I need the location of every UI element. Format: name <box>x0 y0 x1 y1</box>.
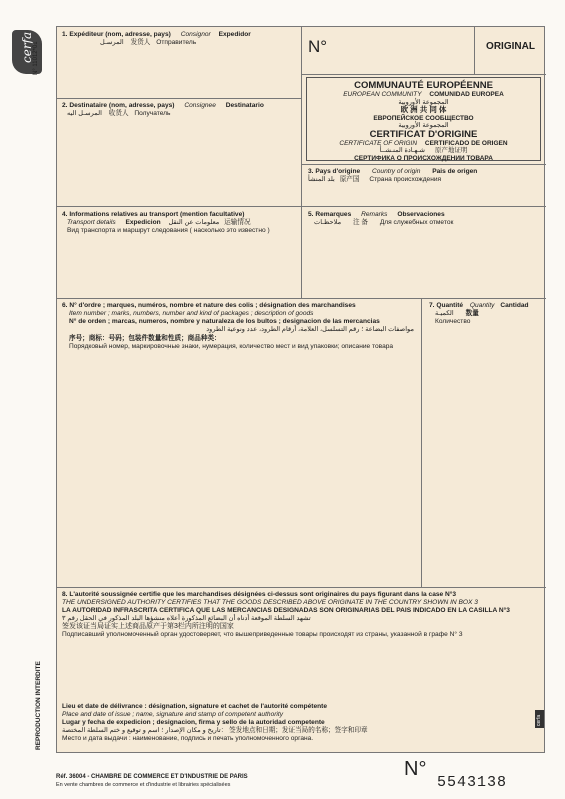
box-6-es: N° de orden ; marcas, numeros, nombre y naturaleza de los bultos ; designacion de las mercancias <box>69 318 380 325</box>
box-4-ru: Вид транспорта и маршрут следования ( насколько это известно ) <box>67 227 270 234</box>
box-8-ru: Подписавший уполномоченный орган удостоверяет, что вышеприведенные товары происходят из страны, указанной в графе N° 3 <box>62 631 463 638</box>
title-line1: COMMUNAUTÉ EUROPÉENNE <box>354 80 493 91</box>
cert-title-es: CERTIFICADO DE ORIGEN <box>424 139 508 147</box>
box-2-ru: Получатель <box>134 110 171 117</box>
box-6-goods-description[interactable] <box>57 299 422 588</box>
form-code: N° 11012*01 <box>33 41 39 75</box>
box-4-transport[interactable] <box>57 207 302 299</box>
box-3-zh: 原产国 <box>339 176 360 183</box>
box-3-en: Country of origin <box>371 168 421 175</box>
box-2-ar: المرسـل اليه <box>67 110 102 117</box>
box-2-consignee[interactable] <box>57 99 302 207</box>
box-7-zh: 数量 <box>465 310 479 317</box>
original-label: ORIGINAL <box>486 41 535 52</box>
cert-title-ar: شـهـادة المنـشــأ <box>379 147 426 154</box>
serial-number: 5543138 <box>437 774 508 791</box>
box-5-ru: Для служебных отметок <box>379 219 454 226</box>
certificate-form <box>56 26 545 753</box>
box-1-en: Consignor <box>180 31 211 38</box>
box-5-ar: ملاحظـات <box>314 219 342 226</box>
box-8-place-es: Lugar y fecha de expedicion ; designacion, firma y sello de la autoridad competente <box>62 719 325 726</box>
box-5-remarks[interactable] <box>302 207 546 299</box>
box-6-title: 6. N° d'ordre ; marques, numéros, nombre et nature des colis ; désignation des marchandises <box>62 302 356 309</box>
box-7-title: 7. Quantité <box>429 302 464 309</box>
box-8-certification[interactable] <box>57 588 546 754</box>
reproduction-notice: REPRODUCTION INTERDITE <box>35 661 42 750</box>
box-8-zh: 签发该证当局证实上述商品原产于第3栏内所注明的国家 <box>62 623 234 630</box>
box-7-es: Cantidad <box>500 302 529 309</box>
cert-title-fr: CERTIFICAT D'ORIGINE <box>369 128 478 140</box>
box-7-en: Quantity <box>469 302 495 309</box>
box-5-en: Remarks <box>361 211 388 218</box>
box-5-es: Observaciones <box>397 211 445 218</box>
title-line5-ru: ЕВРОПЕЙСКОЕ СООБЩЕСТВО <box>373 114 474 122</box>
box-5-title: 5. Remarques <box>308 211 352 218</box>
box-4-title: 4. Informations relatives au transport (mention facultative) <box>62 211 245 218</box>
cert-title-zh: 原产地证明 <box>434 147 468 154</box>
box-8-place-ar-zh: تاريخ و مكان الإصدار ؛ اسم و توقيع و ختم السلطة المختصة： 签发地点和日期；发证当局的名称；签字和印章 <box>62 727 368 734</box>
box-7-ar: الكميـة <box>435 310 454 317</box>
box-6-ru: Порядковый номер, маркировочные знаки, нумерация, количество мест и вид упаковки; описание товара <box>69 343 394 350</box>
box-3-ar: بلد المنشأ <box>308 176 335 183</box>
box-8-en: THE UNDERSIGNED AUTHORITY CERTIFIES THAT THE GOODS DESCRIBED ABOVE ORIGINATE IN THE COUNTRY SHOWN IN BOX 3 <box>62 599 478 606</box>
box-8-ar: تشهد السلطة الموقعة أدناه أن البضائع المذكورة أعلاه منشؤها البلد المذكور في الحقل رقم ٣ <box>62 615 311 622</box>
title-line4-zh: 欧 洲 共 同 体 <box>400 105 447 114</box>
title-line2-en: EUROPEAN COMMUNITY <box>343 91 422 98</box>
footer-sale: En vente chambres de commerce et d'industrie et librairies spécialisées <box>56 782 231 788</box>
box-3-title: 3. Pays d'origine <box>308 168 361 175</box>
box-5-zh: 注 备 <box>352 219 368 226</box>
box-1-ru: Отправитель <box>156 39 197 46</box>
cert-title-en: CERTIFICATE OF ORIGIN <box>339 139 418 147</box>
box-2-title: 2. Destinataire (nom, adresse, pays) <box>62 102 175 109</box>
title-line6-ar: المجموعة الأوروبية <box>398 122 449 129</box>
box-8-place-en: Place and date of issue ; name, signature and stamp of competent authority <box>62 711 284 718</box>
number-label: N° <box>308 37 328 56</box>
box-8-place-fr: Lieu et date de délivrance : désignation, signature et cachet de l'autorité compétente <box>62 703 328 710</box>
box-2-es: Destinatario <box>225 102 264 109</box>
box-8-fr: 8. L'autorité soussignée certifie que les marchandises désignées ci-dessus sont originaires du pays figurant dans la case N°3 <box>62 591 457 598</box>
original-header <box>475 27 546 75</box>
box-1-consignor[interactable] <box>57 27 302 99</box>
box-3-ru: Страна происхождения <box>369 176 442 183</box>
box-4-es: Expedicion <box>125 219 161 226</box>
box-7-quantity[interactable] <box>422 299 546 588</box>
footer-ref: Réf. 36004 - CHAMBRE DE COMMERCE ET D'INDUSTRIE DE PARIS <box>56 774 248 780</box>
box-7-ru: Количество <box>435 318 471 325</box>
box-1-ar: المرسـل <box>100 39 124 46</box>
cerfa-small-mark: cerfa <box>535 710 544 728</box>
box-2-en: Consignee <box>184 102 216 109</box>
box-6-zh: 序号；商标：号码；包装件数量和性质；商品种类： <box>69 335 221 342</box>
box-6-ar: مواصفات البضاعة ؛ رقم التسلسل، العلامة، أرقام الطرود، عدد ونوعية الطرود <box>206 326 414 333</box>
box-4-en: Transport details <box>67 219 116 226</box>
title-line3-ar: المجموعة الأوروبية <box>398 98 449 106</box>
box-1-title: 1. Expéditeur (nom, adresse, pays) <box>62 31 171 38</box>
box-1-zh: 发货人 <box>130 39 151 46</box>
box-2-zh: 收货人 <box>108 110 129 117</box>
box-1-es: Expedidor <box>218 31 251 38</box>
box-8-es: LA AUTORIDAD INFRASCRITA CERTIFICA QUE LAS MERCANCIAS DESIGNADAS SON ORIGINARIAS DEL PAIS INDICADO EN LA CASILLA N°3 <box>62 607 510 614</box>
title-box <box>302 75 546 165</box>
cert-title-ru: СЕРТИФИКА О ПРОИСХОЖДЕНИИ ТОВАРА <box>354 154 493 162</box>
footer-number-label: N° <box>404 758 427 780</box>
box-3-es: Pais de origen <box>432 168 478 175</box>
box-4-zh: 运输情况 <box>224 219 251 226</box>
number-header <box>302 27 475 75</box>
box-8-place-ru: Место и дата выдачи : наименование, подпись и печать уполномоченного органа. <box>62 735 314 742</box>
box-6-en: Item number ; marks, numbers, number and kind of packages ; description of goods <box>69 310 314 317</box>
box-4-ar: معلومات عن النقل <box>168 219 220 226</box>
title-line2-es: COMUNIDAD EUROPEA <box>429 91 504 98</box>
box-3-country-of-origin[interactable] <box>302 165 546 207</box>
cerfa-logo: cerfa <box>12 30 42 74</box>
